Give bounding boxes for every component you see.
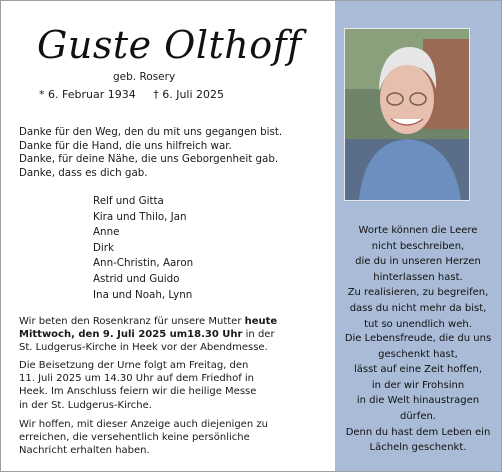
- birth-name: geb. Rosery: [113, 71, 176, 83]
- notice-line: Wir hoffen, mit dieser Anzeige auch diejenigen zu: [19, 419, 268, 430]
- notice-line: Wir beten den Rosenkranz für unsere Mutter heute: [19, 316, 278, 327]
- notice-line: Heek. Im Anschluss feiern wir die heilige Messe: [19, 386, 257, 398]
- verse-line: Denn du hast dem Leben ein: [345, 426, 491, 438]
- birth-date: * 6. Februar 1934: [39, 88, 136, 101]
- closing-notice: [19, 418, 268, 458]
- burial-notice: [19, 359, 256, 412]
- verse-line: Lächeln geschenkt.: [369, 442, 467, 454]
- verse-line: geschenkt hast,: [378, 348, 458, 360]
- verse-line: tut so unendlich weh.: [364, 318, 472, 330]
- poem-line: Danke, dass es dich gab.: [19, 166, 148, 179]
- death-date: † 6. Juli 2025: [153, 88, 225, 101]
- left-column: [1, 1, 335, 471]
- rosary-notice: [19, 315, 277, 355]
- deceased-name: Guste Olthoff: [37, 23, 302, 67]
- portrait-image: [345, 29, 469, 200]
- verse-line: Zu realisieren, zu begreifen,: [347, 287, 489, 299]
- verse-two: [335, 331, 501, 456]
- notice-line: 11. Juli 2025 um 14.30 Uhr auf dem Friedhof in: [19, 373, 255, 385]
- verse-line: Die Lebensfreude, die du uns: [344, 333, 492, 344]
- verse-line: nicht beschreiben,: [371, 240, 465, 252]
- family-member: Astrid und Guido: [93, 272, 180, 285]
- family-member: Kira und Thilo, Jan: [93, 210, 187, 223]
- poem-line: Danke für den Weg, den du mit uns gegangen bist.: [19, 126, 283, 138]
- notice-line: Die Beisetzung der Urne folgt am Freitag, den: [19, 360, 249, 371]
- verse-line: Worte können die Leere: [358, 225, 478, 236]
- notice-line: St. Ludgerus-Kirche in Heek vor der Abendmesse.: [19, 342, 268, 354]
- life-dates: [39, 88, 238, 101]
- family-member: Ina und Noah, Lynn: [93, 288, 193, 301]
- verse-one: [335, 223, 501, 332]
- notice-line: Mittwoch, den 9. Juli 2025 um18.30 Uhr in der: [19, 329, 275, 341]
- family-member: Relf und Gitta: [93, 195, 164, 207]
- verse-line: in der wir Frohsinn: [371, 379, 465, 391]
- verse-line: in die Welt hinaustragen: [356, 395, 480, 407]
- poem-line: Danke, für deine Nähe, die uns Geborgenheit gab.: [19, 153, 279, 166]
- verse-line: die du in unseren Herzen: [355, 256, 481, 268]
- notice-line: in der St. Ludgerus-Kirche.: [19, 399, 152, 411]
- family-member: Dirk: [93, 241, 114, 254]
- portrait-photo: [344, 28, 470, 201]
- verse-line: lässt auf eine Zeit hoffen,: [353, 364, 483, 376]
- verse-line: dass du nicht mehr da bist,: [349, 302, 487, 314]
- thanks-poem: [19, 126, 282, 180]
- verse-line: hinterlassen hast.: [373, 271, 463, 283]
- family-list: [93, 194, 193, 303]
- notice-line: Nachricht erhalten haben.: [19, 445, 150, 457]
- family-member: Ann-Christin, Aaron: [93, 257, 194, 270]
- poem-line: Danke für die Hand, die uns hilfreich war.: [19, 139, 232, 152]
- family-member: Anne: [93, 226, 120, 239]
- notice-line: erreichen, die versehentlich keine persönliche: [19, 432, 250, 444]
- verse-line: dürfen.: [400, 410, 436, 422]
